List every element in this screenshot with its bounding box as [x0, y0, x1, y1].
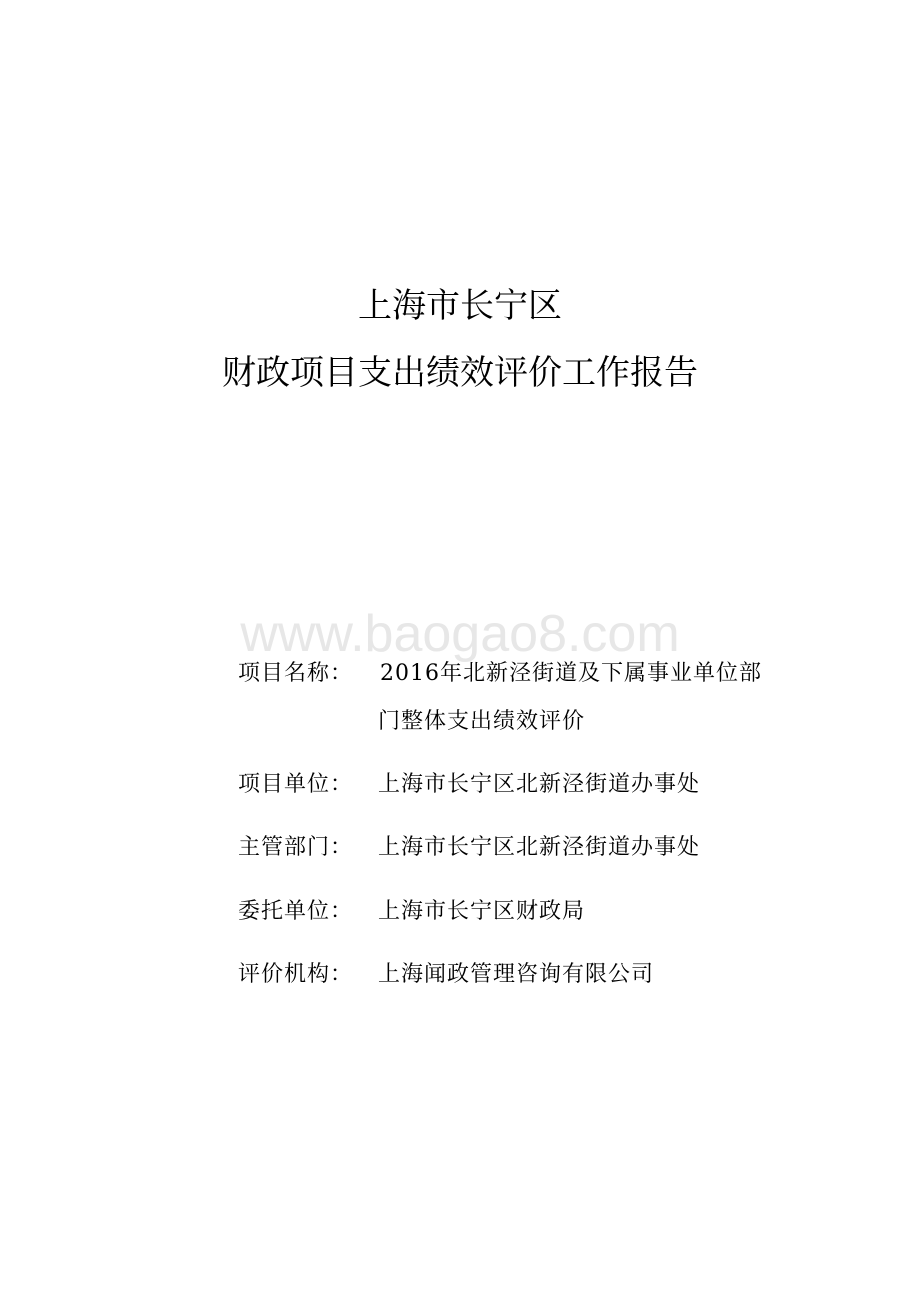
field-value-supervising-dept: 上海市长宁区北新泾街道办事处 [378, 835, 701, 860]
field-label-commissioning-unit: 委托单位： [238, 899, 354, 924]
field-label-supervising-dept: 主管部门： [238, 835, 354, 860]
report-title-region: 上海市长宁区 [358, 286, 562, 326]
field-value-project-name-line2: 门整体支出绩效评价 [378, 709, 586, 734]
field-value-project-unit: 上海市长宁区北新泾街道办事处 [378, 772, 701, 797]
watermark-text: www.baogao8.com [240, 605, 680, 663]
field-value-commissioning-unit: 上海市长宁区财政局 [378, 899, 586, 924]
field-value-evaluation-agency: 上海闻政管理咨询有限公司 [378, 962, 655, 987]
field-value-project-name: 2016年北新泾街道及下属事业单位部 [380, 661, 762, 686]
field-label-project-name: 项目名称： [238, 661, 354, 686]
report-title-main: 财政项目支出绩效评价工作报告 [222, 353, 698, 393]
field-label-evaluation-agency: 评价机构： [238, 962, 354, 987]
field-label-project-unit: 项目单位： [238, 772, 354, 797]
